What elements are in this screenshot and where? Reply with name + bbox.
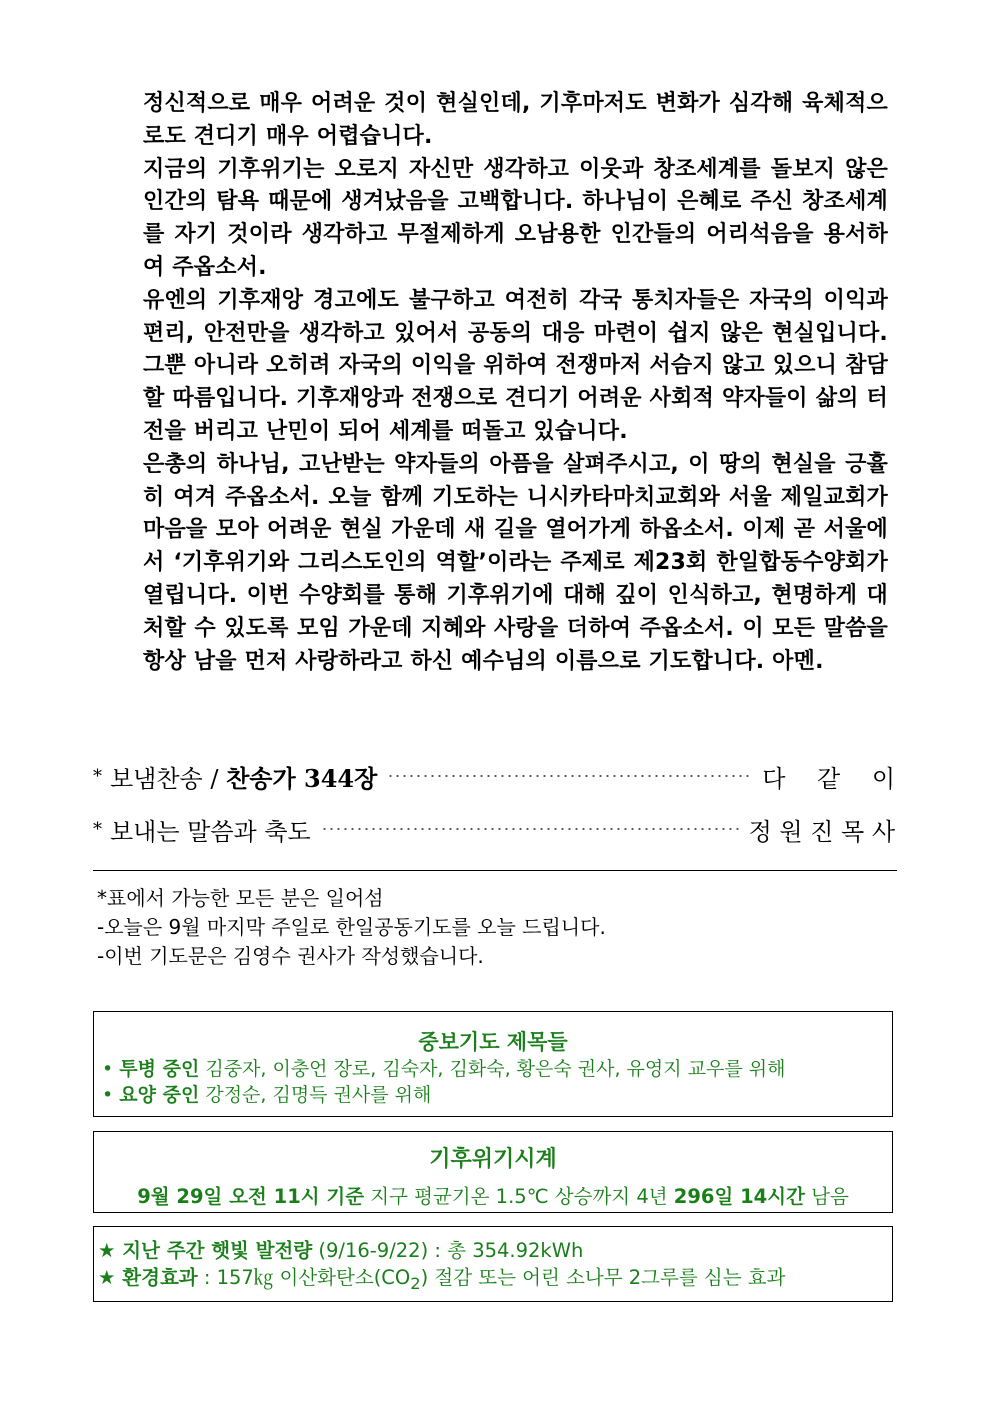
climate-clock-box [93,1131,893,1213]
dot-leader [321,828,739,830]
prayer-paragraph: 유엔의 기후재앙 경고에도 불구하고 여전히 각국 통치자들은 자국의 이익과 편리, 안전만을 생각하고 있어서 공동의 대응 마련이 쉽지 않은 현실입니다. 그뿐 아니라 오히려 자국의 이익을 위하여 전쟁마저 서슴지 않고 있으니 참담할 따름입니다. 기후재앙과 전쟁으로 견디기 어려운 사회적 약자들이 삶의 터전을 버리고 난민이 되어 세계를 떠돌고 있습니다. [143,287,888,444]
asterisk-marker: * [93,765,102,787]
order-item-closing-hymn [93,756,895,796]
intercession-title: 중보기도 제목들 [418,1030,568,1054]
order-item-performer: 정 원 진 목 사 [748,817,895,846]
intercession-box [93,1011,893,1117]
solar-output-line: ★ 지난 주간 햇빛 발전량 (9/16-9/22) : 총 354.92kWh [98,1239,584,1262]
prayer-paragraph: 정신적으로 매우 어려운 것이 현실인데, 기후마저도 변화가 심각해 육체적으로도 견디기 매우 어렵습니다. [143,91,888,149]
solar-power-box [93,1226,893,1302]
order-item-performer: 다 같 이 [762,764,895,793]
solar-effect-line: ★ 환경효과 : 157㎏ 이산화탄소$(CO_2)$ 절감 또는 어린 소나무 2그루를 심는 효과 [98,1266,786,1293]
intercession-item: • 요양 중인 강정순, 김명득 권사를 위해 [102,1084,432,1106]
prayer-paragraph: 은총의 하나님, 고난받는 약자들의 아픔을 살펴주시고, 이 땅의 현실을 긍휼히 여겨 주옵소서. 오늘 함께 기도하는 니시카타마치교회와 서울 제일교회가 마음을 모아 어려운 현실 가운데 새 길을 열어가게 하옵소서. 이제 곧 서울에서 ‘기후위기와 그리스도인의 역할’이라는 주제로 제23회 한일합동수양회가 열립니다. 이번 수양회를 통해 기후위기에 대해 깊이 인식하고, 현명하게 대처할 수 있도록 모임 가운데 지혜와 사랑을 더하여 주옵소서. 이 모든 말씀을 항상 남을 먼저 사랑하라고 하신 예수님의 이름으로 기도합니다. 아멘. [143,451,888,674]
order-item-label: 보냄찬송 / 찬송가 344장 [110,763,378,793]
divider [93,870,897,871]
order-item-benediction [93,809,895,849]
dot-leader [387,775,752,777]
prayer-paragraph: 지금의 기후위기는 오로지 자신만 생각하고 이웃과 창조세계를 돌보지 않은 인간의 탐욕 때문에 생겨났음을 고백합니다. 하나님이 은혜로 주신 창조세계를 자기 것이라 생각하고 무절제하게 오남용한 인간들의 어리석음을 용서하여 주옵소서. [143,156,888,280]
climate-clock-title: 기후위기시계 [429,1147,557,1172]
note-line: -오늘은 9월 마지막 주일로 한일공동기도를 오늘 드립니다. [97,915,606,939]
order-item-label: 보내는 말씀과 축도 [110,817,311,846]
notes [97,884,606,971]
note-line: *표에서 가능한 모든 분은 일어섬 [97,886,384,910]
climate-clock-text: 9월 29일 오전 11시 기준 지구 평균기온 1.5℃ 상승까지 4년 296일 14시간 남음 [137,1185,849,1208]
asterisk-marker: * [93,818,102,840]
note-line: -이번 기도문은 김영수 권사가 작성했습니다. [97,944,484,968]
prayer-text [143,88,888,678]
intercession-item: • 투병 중인 김중자, 이충언 장로, 김숙자, 김화숙, 황은숙 권사, 유영지 교우를 위해 [102,1058,786,1080]
